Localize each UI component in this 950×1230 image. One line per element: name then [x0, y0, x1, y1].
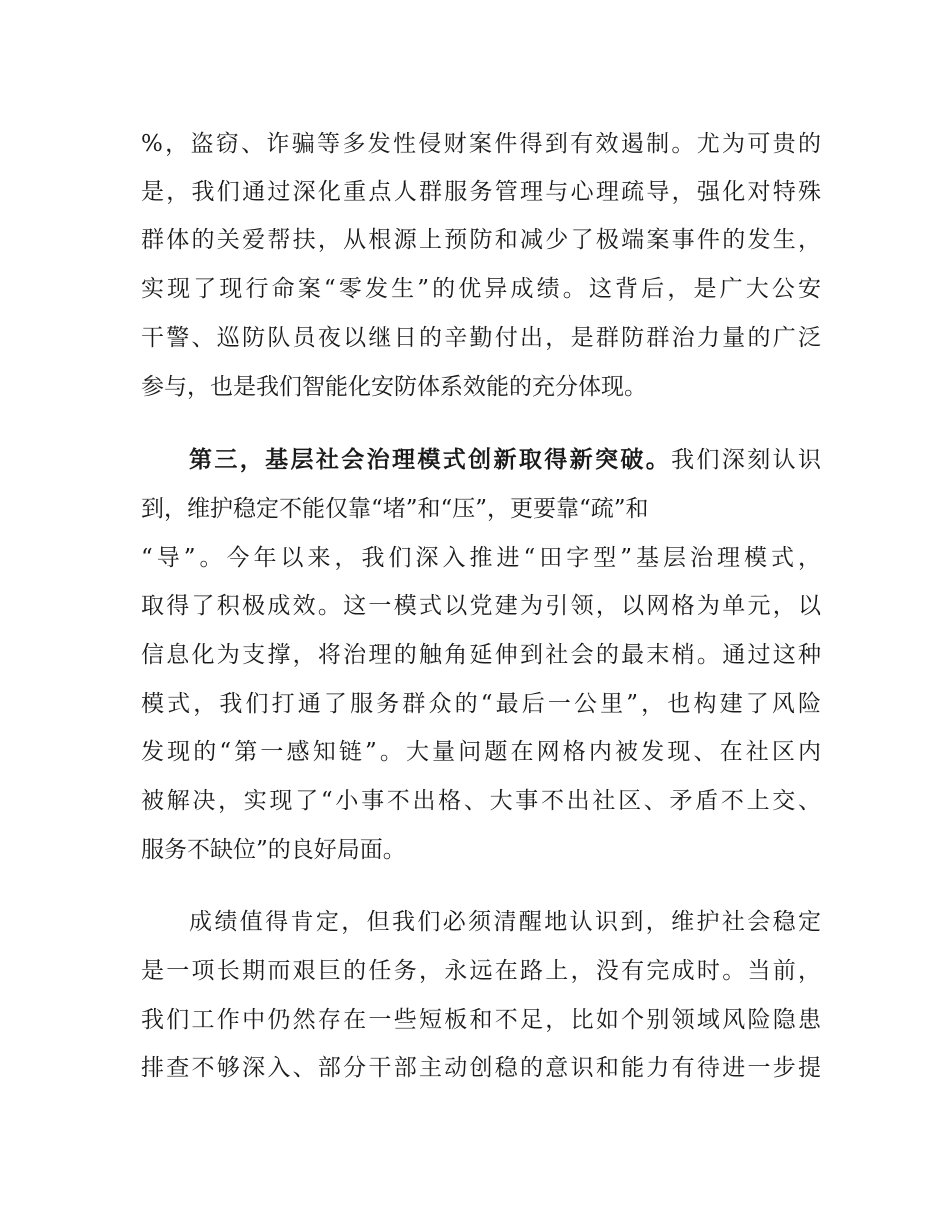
- paragraph-1-line-4: 实现了现行命案“零发生”的优异成绩。这背后，是广大公安: [141, 276, 821, 302]
- paragraph-1-line-1: %，盗窃、诈骗等多发性侵财案件得到有效遏制。尤为可贵的: [141, 131, 821, 157]
- paragraph-2-heading: 第三，基层社会治理模式创新取得新突破。: [189, 447, 672, 473]
- paragraph-2-line-5: 信息化为支撑，将治理的触角延伸到社会的最末梢。通过这种: [141, 642, 821, 668]
- paragraph-1-line-2: 是，我们通过深化重点人群服务管理与心理疏导，强化对特殊: [141, 179, 821, 205]
- paragraph-1-line-3: 群体的关爱帮扶，从根源上预防和减少了极端案事件的发生，: [141, 227, 821, 253]
- paragraph-2-line-9: 服务不缺位”的良好局面。: [141, 837, 406, 863]
- paragraph-2-line-7: 发现的“第一感知链”。大量问题在网格内被发现、在社区内: [141, 739, 821, 765]
- paragraph-2-line-1: [141, 440, 821, 480]
- paragraph-2-line-4: 取得了积极成效。这一模式以党建为引领，以网格为单元，以: [141, 593, 821, 619]
- paragraph-2-line-8: 被解决，实现了“小事不出格、大事不出社区、矛盾不上交、: [141, 788, 821, 814]
- paragraph-3-line-3: 我们工作中仍然存在一些短板和不足，比如个别领域风险隐患: [141, 1007, 821, 1033]
- paragraph-3-line-1: 成绩值得肯定，但我们必须清醒地认识到，维护社会稳定: [189, 909, 821, 935]
- paragraph-2-line-2: 到，维护稳定不能仅靠“堵”和“压”，更要靠“疏”和: [141, 496, 649, 522]
- paragraph-3-line-2: 是一项长期而艰巨的任务，永远在路上，没有完成时。当前，: [141, 958, 821, 984]
- paragraph-1-line-5: 干警、巡防队员夜以继日的辛勤付出，是群防群治力量的广泛: [141, 325, 821, 351]
- paragraph-1-line-6: 参与，也是我们智能化安防体系效能的充分体现。: [141, 374, 647, 400]
- paragraph-2-line-6: 模式，我们打通了服务群众的“最后一公里”，也构建了风险: [141, 691, 821, 717]
- paragraph-3-line-4: 排查不够深入、部分干部主动创稳的意识和能力有待进一步提: [141, 1055, 821, 1081]
- paragraph-2-first-line-rest: 我们深刻认识: [671, 447, 821, 473]
- paragraph-2-line-3: “导”。今年以来，我们深入推进“田字型”基层治理模式，: [141, 545, 821, 571]
